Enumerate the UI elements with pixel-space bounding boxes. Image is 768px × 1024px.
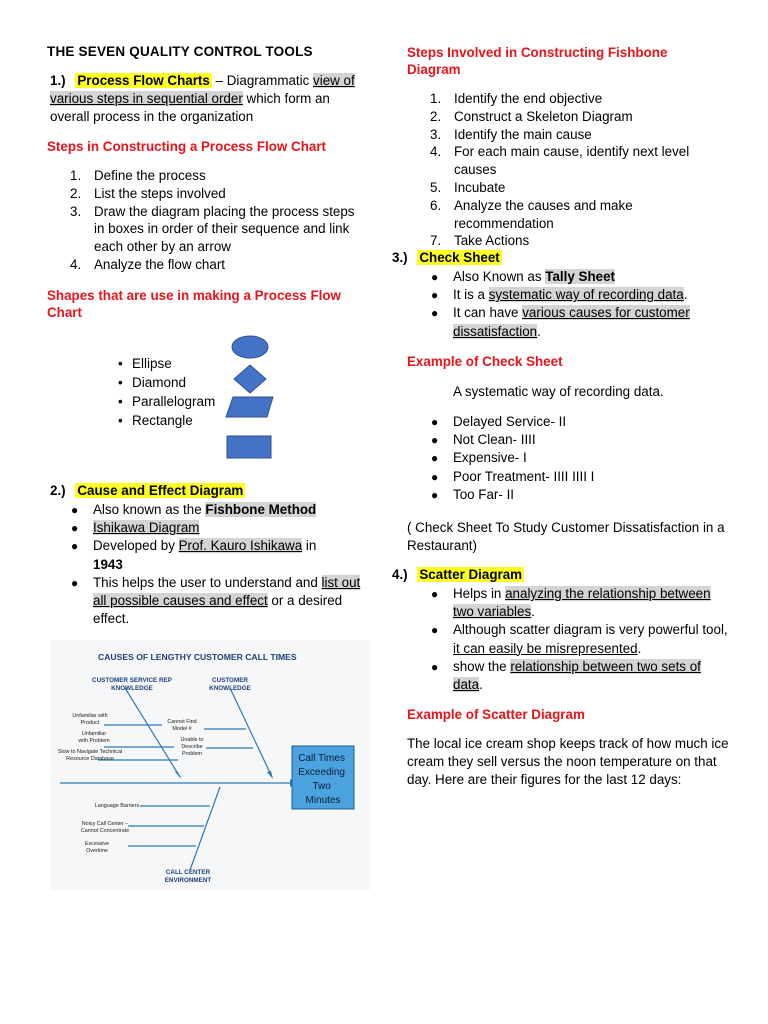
shape-item-diamond: • Diamond <box>118 375 187 390</box>
shape-item-parallelogram: • Parallelogram <box>118 394 216 409</box>
section-title: Check Sheet <box>419 250 500 265</box>
section-title: Process Flow Charts <box>77 73 210 88</box>
heading-fishbone-steps: Steps Involved in Constructing Fishbone Diagram <box>407 45 668 77</box>
cause-label: Language Barriers <box>94 803 140 809</box>
cause-effect-bullets <box>68 501 368 628</box>
list-item: ● Developed by Prof. Kauro Ishikawa in 1943 <box>71 538 317 572</box>
section-scatter-heading: 4.) Scatter Diagram <box>392 567 523 582</box>
list-item: 6. Analyze the causes and make recommendation <box>430 197 633 231</box>
list-item: 3. Identify the main cause <box>430 126 592 142</box>
cause-label: Excessive Overtime <box>84 841 110 854</box>
scatter-bullets <box>428 585 728 694</box>
shape-item-rectangle: • Rectangle <box>118 413 193 428</box>
list-item: ● Ishikawa Diagram <box>71 520 200 536</box>
section-cause-effect-heading: 2.) Cause and Effect Diagram <box>50 483 244 498</box>
list-item: 7. Take Actions <box>430 233 530 249</box>
heading-steps-flow: Steps in Constructing a Process Flow Chart <box>47 139 327 154</box>
category-service-rep: CUSTOMER SERVICE REP KNOWLEDGE <box>92 677 172 692</box>
list-item: ● Not Clean- IIII <box>431 432 536 448</box>
scatter-example-body: The local ice cream shop keeps track of how much ice cream they sell versus the noon temperature on that day. Here are their figures for the last 12 days: <box>407 736 729 787</box>
list-item: 1. Define the process <box>70 168 206 183</box>
list-item: 5. Incubate <box>430 179 506 195</box>
cause-label: Noisy Call Center – Cannot Concentrate <box>80 821 130 834</box>
list-item: ● Also known as the Fishbone Method <box>71 502 317 517</box>
cause-label: Unfamiliar with Problem <box>78 731 110 744</box>
shape-item-ellipse: • Ellipse <box>118 356 172 371</box>
cause-label: Unable to Describe Problem <box>180 737 204 757</box>
fishbone-diagram <box>50 640 370 890</box>
section-title: Scatter Diagram <box>419 567 523 582</box>
heading-check-example: Example of Check Sheet <box>407 354 563 369</box>
section-dash: – Diagrammatic <box>211 73 314 88</box>
check-sheet-bullets <box>428 268 728 341</box>
list-item: 4. For each main cause, identify next level causes <box>430 144 690 178</box>
shapes-list <box>118 354 215 430</box>
section-title: Cause and Effect Diagram <box>77 483 244 498</box>
category-environment: CALL CENTER ENVIRONMENT <box>164 869 212 884</box>
list-item: ● It is a systematic way of recording data. <box>431 287 688 303</box>
list-item: ● Expensive- I <box>431 450 527 466</box>
category-customer: CUSTOMER KNOWLEDGE <box>209 677 251 692</box>
highlighted-phrase: view of various steps in sequential order <box>50 73 355 106</box>
fishbone-steps-list <box>430 90 730 250</box>
section-process-flow-charts <box>50 72 370 125</box>
cause-label: Cannot Find Model # <box>167 719 197 732</box>
list-item: ● Too Far- II <box>431 486 515 502</box>
check-example-caption: ( Check Sheet To Study Customer Dissatisfaction in a Restaurant) <box>407 520 725 553</box>
shapes-illustration <box>225 335 285 465</box>
document-title: THE SEVEN QUALITY CONTROL TOOLS <box>47 44 313 59</box>
cause-label: Slow to Navigate Technical Resource Database <box>57 749 123 762</box>
fishbone-title: CAUSES OF LENGTHY CUSTOMER CALL TIMES <box>98 652 297 662</box>
list-item: ● This helps the user to understand and list out all possible causes and effect or a desired effect. <box>71 574 361 627</box>
list-item: ● Delayed Service- II <box>431 414 567 429</box>
list-item: 4. Analyze the flow chart <box>70 256 225 272</box>
list-item: 1. Identify the end objective <box>430 91 603 106</box>
list-item: ● show the relationship between two sets of data. <box>431 658 701 693</box>
list-item: 3. Draw the diagram placing the process steps in boxes in order of their sequence and link each other by an arrow <box>70 203 355 255</box>
steps-flow-list <box>70 167 360 274</box>
ellipse-shape <box>232 336 268 358</box>
heading-shapes: Shapes that are use in making a Process Flow Chart <box>47 288 341 320</box>
check-example-list <box>428 413 728 504</box>
list-item: ● Also Known as Tally Sheet <box>431 269 616 284</box>
list-item: ● It can have various causes for customer dissatisfaction. <box>431 305 690 339</box>
section-number: 1.) <box>50 73 66 88</box>
cause-label: Unfamiliar with Product <box>72 713 108 726</box>
list-item: 2. Construct a Skeleton Diagram <box>430 108 633 124</box>
diamond-shape <box>234 365 266 393</box>
check-example-intro: A systematic way of recording data. <box>453 384 664 399</box>
section-text: which form an overall process in the organization <box>50 90 330 124</box>
list-item: ● Helps in analyzing the relationship between two variables. <box>431 586 711 620</box>
list-item: 2. List the steps involved <box>70 185 226 201</box>
heading-scatter-example: Example of Scatter Diagram <box>407 707 585 722</box>
list-item: ● Although scatter diagram is very powerful tool, it can easily be misrepresented. <box>431 622 728 656</box>
effect-label: Call Times Exceeding Two Minutes <box>298 753 345 806</box>
parallelogram-shape <box>226 397 273 417</box>
section-check-sheet-heading: 3.) Check Sheet <box>392 250 500 265</box>
list-item: ● Poor Treatment- IIII IIII I <box>431 468 595 484</box>
rectangle-shape <box>227 436 271 458</box>
